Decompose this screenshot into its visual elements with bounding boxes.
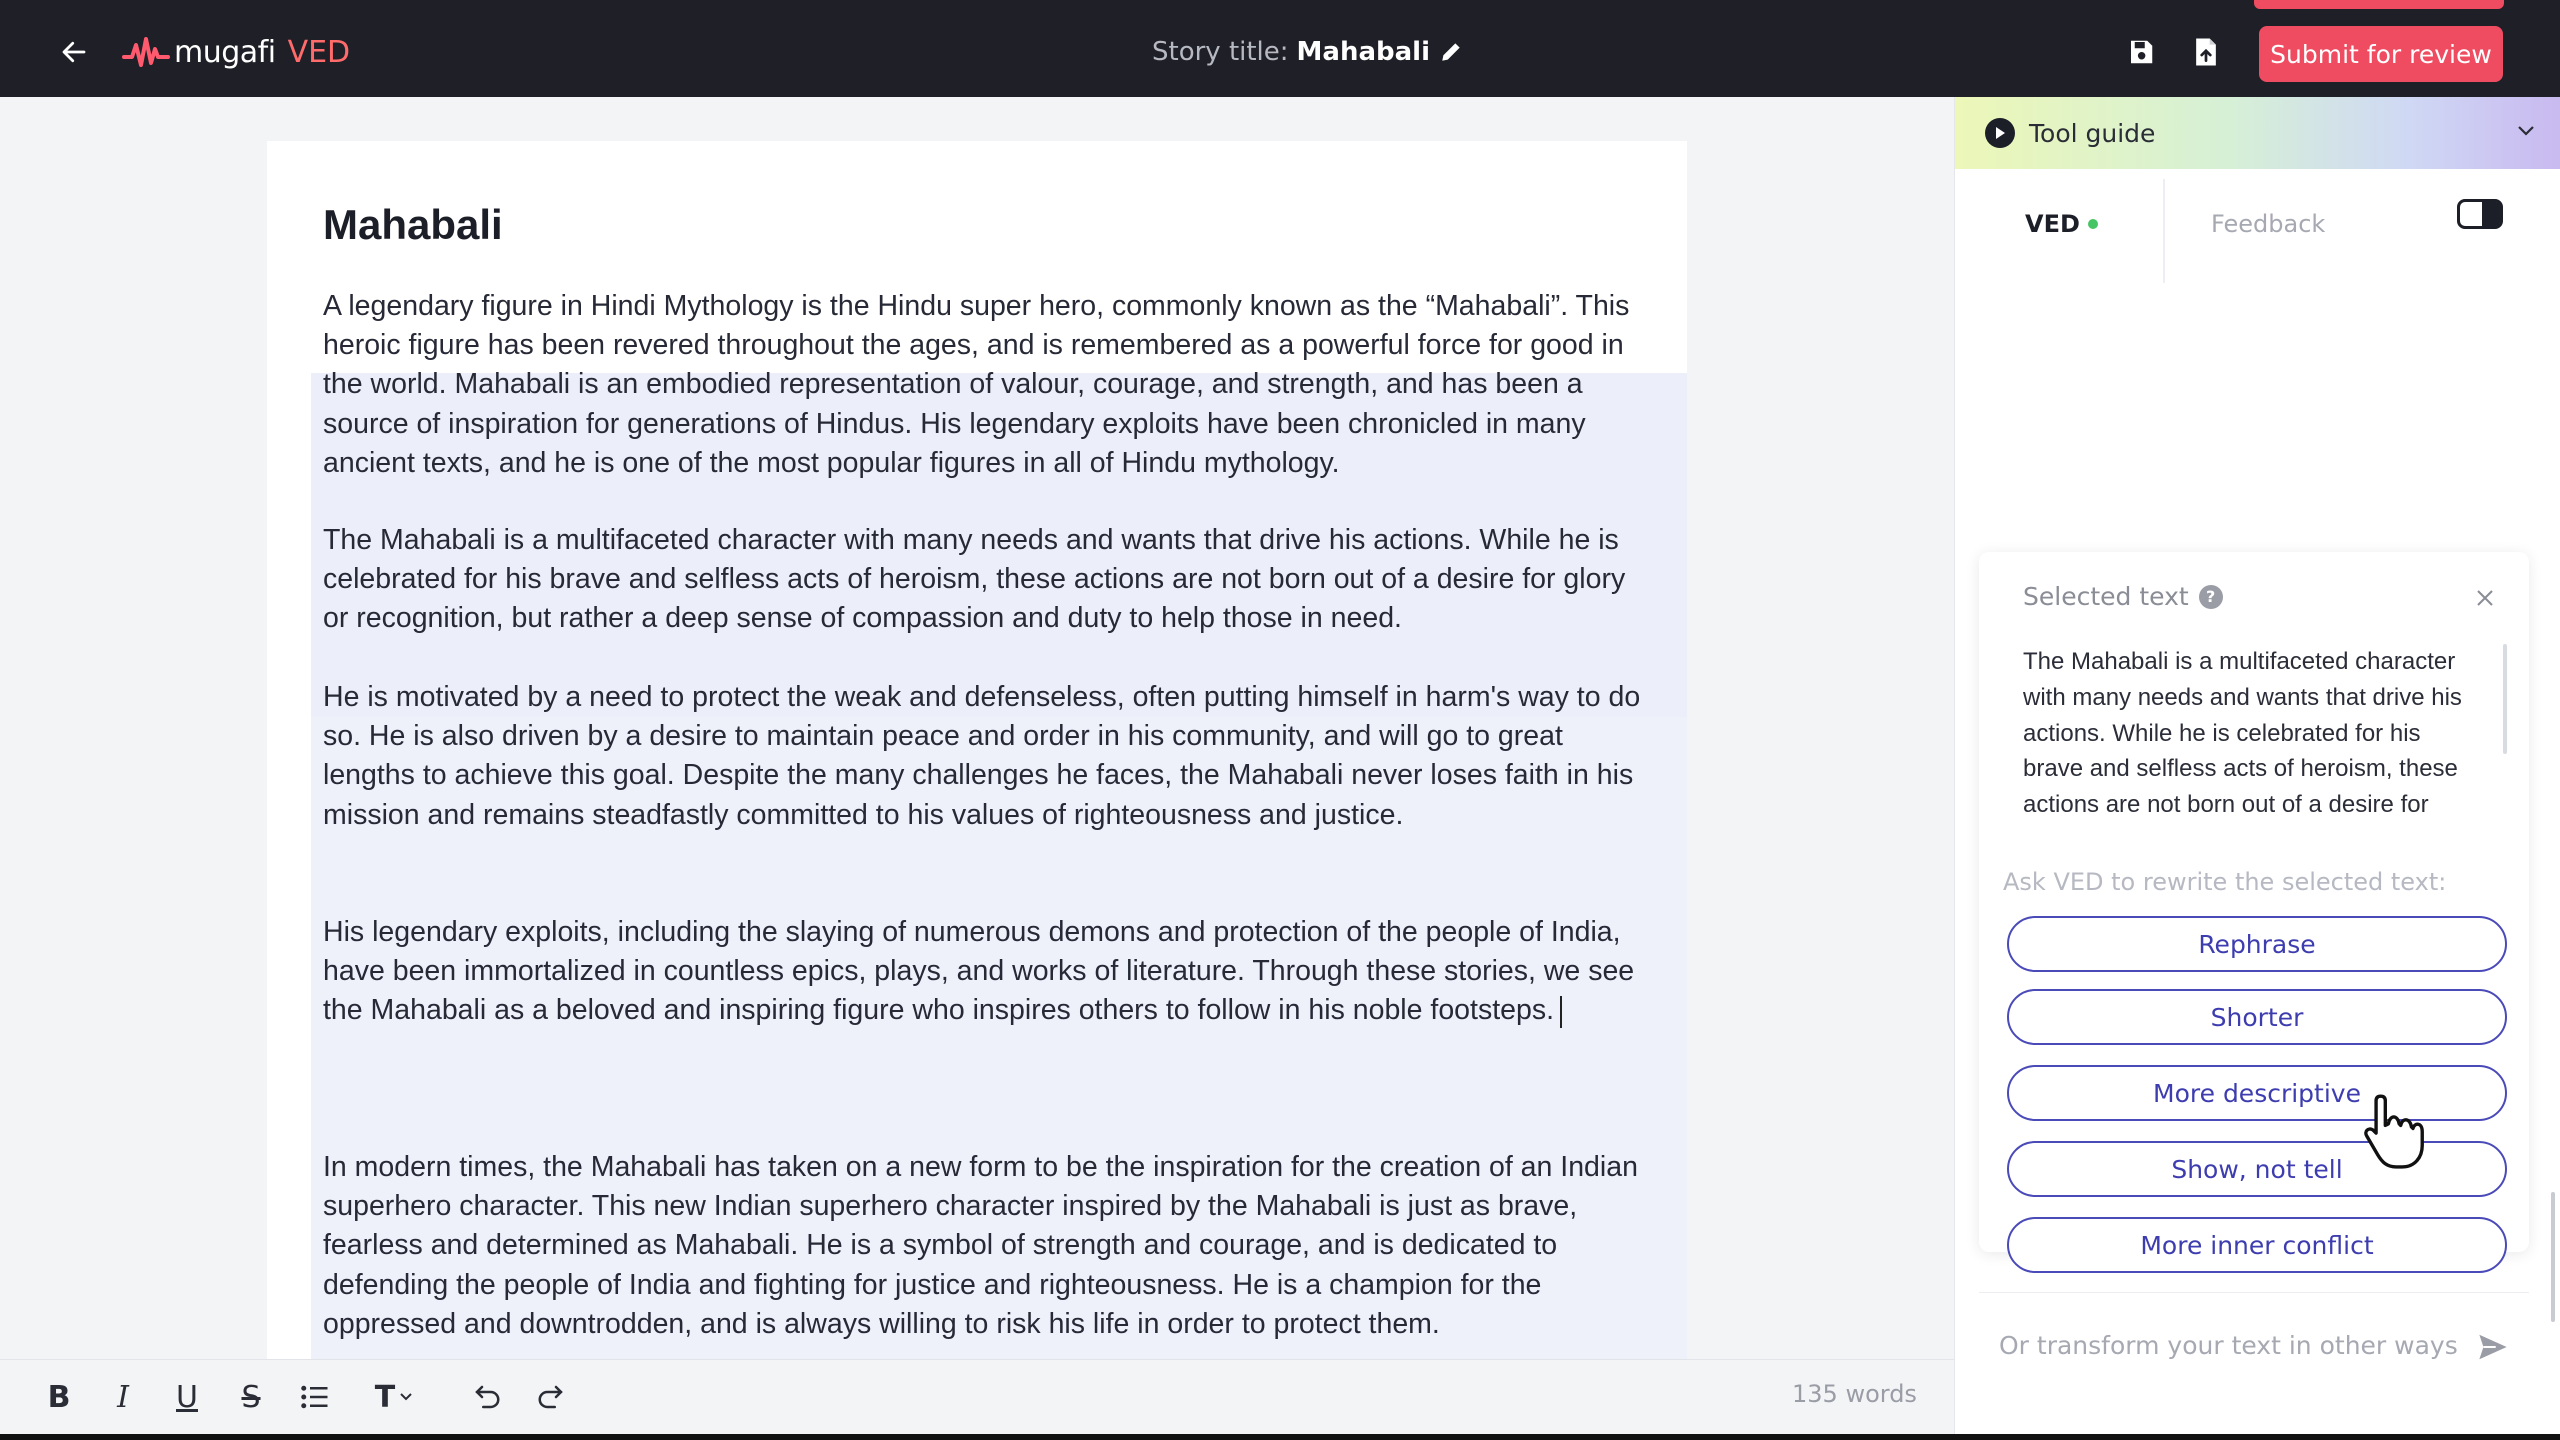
- back-arrow-icon: [59, 37, 89, 67]
- app-logo[interactable]: [122, 30, 350, 74]
- top-bar: [0, 0, 2560, 97]
- bullet-list-button[interactable]: [292, 1374, 338, 1420]
- play-icon: [1985, 118, 2015, 148]
- transform-bar: [1979, 1292, 2529, 1402]
- help-icon[interactable]: ?: [2199, 585, 2223, 609]
- paragraph-4-text: His legendary exploits, including the slaying of numerous demons and protection of the people of India, have been immortalized in countless epics, plays, and works of literature. Through these stories, we see the Mahabali as a beloved and inspiring figure who inspires others to follow in his noble footsteps.: [323, 916, 1635, 1027]
- chevron-down-icon[interactable]: [2515, 119, 2537, 141]
- story-title[interactable]: [1152, 30, 1464, 74]
- screen-bottom-edge: [0, 1434, 2560, 1440]
- tab-feedback-label: Feedback: [2211, 210, 2326, 238]
- logo-suffix: VED: [287, 34, 351, 70]
- active-status-dot: [2088, 219, 2098, 229]
- send-button[interactable]: [2473, 1327, 2513, 1367]
- logo-mark-icon: [122, 33, 170, 71]
- selected-text-content: The Mahabali is a multifaceted character with many needs and wants that drive his actions. While he is celebrated for his brave and selfless acts of heroism, these actions are not born out of a desire for: [2023, 648, 2462, 819]
- save-button[interactable]: [2121, 32, 2161, 72]
- italic-button[interactable]: [100, 1374, 146, 1420]
- document-title[interactable]: Mahabali: [323, 201, 503, 248]
- toggle-knob: [2482, 202, 2500, 226]
- logo-text: mugafi: [174, 34, 276, 70]
- transform-input[interactable]: [1999, 1323, 2459, 1367]
- submit-for-review-button[interactable]: Submit for review: [2259, 26, 2503, 82]
- export-button[interactable]: [2186, 32, 2226, 72]
- paragraph-2[interactable]: The Mahabali is a multifaceted character with many needs and wants that drive his actions. While he is celebrated for his brave and selfless acts of heroism, these actions are not born out of a desire for glory or recognition, but rather a deep sense of compassion and duty to help those in need.: [323, 524, 1626, 635]
- tool-guide-banner[interactable]: [1955, 97, 2560, 169]
- selected-text-heading: Selected text: [2023, 582, 2189, 611]
- tool-guide-label: Tool guide: [2029, 118, 2156, 148]
- pencil-icon[interactable]: [1438, 39, 1464, 65]
- paragraph-5[interactable]: In modern times, the Mahabali has taken on a new form to be the inspiration for the creation of an Indian superhero character. This new Indian superhero character inspired by the Mahabali is just as brave, fearless and determined as Mahabali. He is a symbol of strength and courage, and is dedicated to defending the people of India and fighting for justice and righteousness. He is a champion for the oppressed and downtrodden, and is always willing to risk his life in order to protect them.: [323, 1151, 1638, 1340]
- show-not-tell-button[interactable]: Show, not tell: [2007, 1141, 2507, 1197]
- send-icon: [2476, 1332, 2510, 1362]
- tab-ved-label: VED: [2025, 210, 2080, 238]
- redo-icon: [536, 1383, 566, 1411]
- undo-icon: [472, 1383, 502, 1411]
- panel-toggle-switch[interactable]: [2457, 199, 2503, 229]
- paragraph-1[interactable]: A legendary figure in Hindi Mythology is the Hindu super hero, commonly known as the “Mahabali”. This heroic figure has been revered throughout the ages, and is remembered as a powerful force for good in the world. Mahabali is an embodied representation of valour, courage, and strength, and has been a source of inspiration for generations of Hindus. His legendary exploits have been chronicled in many ancient texts, and he is one of the most popular figures in all of Hindu mythology.: [323, 290, 1630, 479]
- underline-icon: U: [176, 1379, 198, 1415]
- tab-divider: [2163, 179, 2165, 283]
- bold-button[interactable]: [36, 1374, 82, 1420]
- paragraph-4[interactable]: [323, 913, 1653, 1031]
- back-button[interactable]: [52, 30, 96, 74]
- undo-button[interactable]: [464, 1374, 510, 1420]
- story-title-value: Mahabali: [1296, 37, 1430, 67]
- text-style-dropdown[interactable]: [364, 1374, 424, 1420]
- text-caret: [1560, 996, 1562, 1028]
- rephrase-button[interactable]: Rephrase: [2007, 916, 2507, 972]
- chevron-down-icon: [399, 1392, 413, 1402]
- tab-ved[interactable]: [2025, 169, 2098, 279]
- italic-icon: I: [117, 1379, 129, 1415]
- assistant-panel: [1954, 97, 2560, 1434]
- bullet-list-icon: [300, 1383, 330, 1411]
- save-icon: [2126, 37, 2156, 67]
- underline-button[interactable]: [164, 1374, 210, 1420]
- file-export-icon: [2191, 36, 2221, 68]
- panel-tabs: [1955, 169, 2560, 279]
- more-descriptive-button[interactable]: More descriptive: [2007, 1065, 2507, 1121]
- shorter-button[interactable]: Shorter: [2007, 989, 2507, 1045]
- editor-area: [0, 97, 1954, 1359]
- format-toolbar: [0, 1359, 1954, 1434]
- document-page[interactable]: [267, 141, 1687, 1359]
- word-count: 135 words: [1792, 1380, 1917, 1408]
- submit-strip: [2254, 0, 2504, 9]
- panel-scrollbar[interactable]: [2551, 1192, 2555, 1322]
- more-inner-conflict-button[interactable]: More inner conflict: [2007, 1217, 2507, 1273]
- close-selection-button[interactable]: [2467, 580, 2503, 616]
- close-icon: [2475, 588, 2495, 608]
- paragraph-3[interactable]: He is motivated by a need to protect the weak and defenseless, often putting himself in harm's way to do so. He is also driven by a desire to maintain peace and order in his community, and will go to great lengths to achieve this goal. Despite the many challenges he faces, the Mahabali never loses faith in his mission and remains steadfastly committed to his values of righteousness and justice.: [323, 681, 1641, 831]
- rewrite-prompt-label: Ask VED to rewrite the selected text:: [2003, 868, 2447, 896]
- tab-feedback[interactable]: [2211, 169, 2325, 279]
- selected-text-scrollbar[interactable]: [2503, 644, 2507, 754]
- text-style-icon: T: [374, 1379, 396, 1415]
- strikethrough-icon: S: [241, 1379, 261, 1415]
- selected-text-header: [2023, 582, 2223, 611]
- selected-text-card: [1979, 552, 2529, 1260]
- story-title-label: Story title:: [1152, 37, 1289, 67]
- strikethrough-button[interactable]: [228, 1374, 274, 1420]
- redo-button[interactable]: [528, 1374, 574, 1420]
- bold-icon: B: [47, 1379, 71, 1415]
